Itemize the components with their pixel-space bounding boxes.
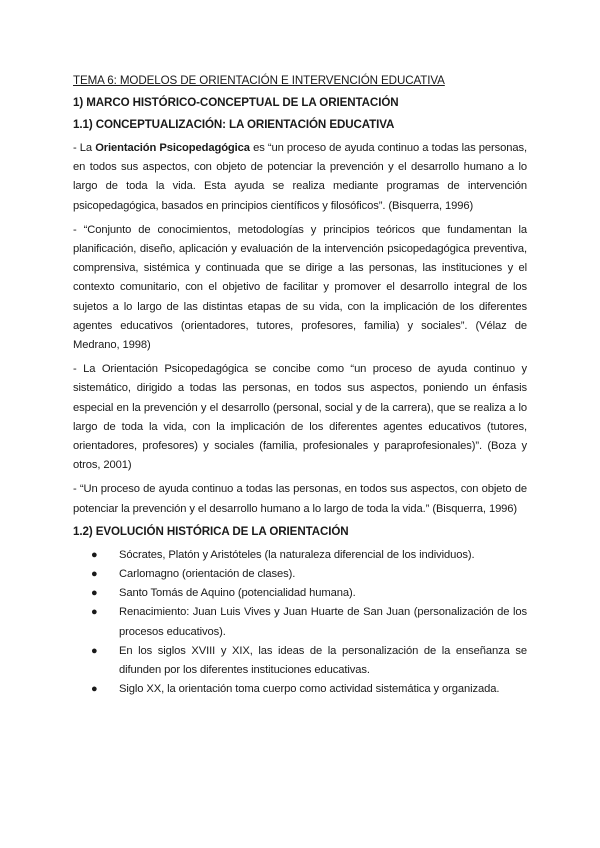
bullet-icon: ● [91,683,98,696]
document-title: TEMA 6: MODELOS DE ORIENTACIÓN E INTERVENCIÓN EDUCATIVA [73,74,445,87]
list-item [91,603,527,641]
bullet-icon: ● [91,644,98,657]
section-heading-1-2: 1.2) EVOLUCIÓN HISTÓRICA DE LA ORIENTACIÓN [73,524,349,538]
list-item-text: Sócrates, Platón y Aristóteles (la naturaleza diferencial de los individuos). [119,548,475,561]
list-item [91,642,527,680]
list-item-text: Santo Tomás de Aquino (potencialidad humana). [119,587,356,600]
list-item-text: Siglo XX, la orientación toma cuerpo como actividad sistemática y organizada. [119,683,500,696]
bullet-icon: ● [91,606,98,619]
list-item-text: Renacimiento: Juan Luis Vives y Juan Huarte de San Juan (personalización de los procesos educativos). [119,606,527,638]
list-item [91,546,527,565]
list-item [91,680,527,699]
list-item-text: En los siglos XVIII y XIX, las ideas de la personalización de la enseñanza se difunden por los diferentes instituciones educativas. [119,644,527,677]
paragraph-4: - “Un proceso de ayuda continuo a todas las personas, en todos sus aspectos, con objeto de potenciar la prevención y el desarrollo humano a lo largo de toda la vida.” (Bisquerra, 1996) [73,483,527,515]
paragraph-1 [73,139,527,216]
paragraph-1-bold-term: Orientación Psicopedagógica [95,142,250,154]
paragraph-1-post: es “un proceso de ayuda continuo a todas las personas, en todos sus aspectos, con objeto de potenciar la prevención y el desarrollo humano a lo largo de toda la vida. Esta ayuda se realiza mediante programas de intervención psicopedagógica, basados en principios científicos y filosóficos”. (Bisquerra, 1996) [73,142,527,212]
list-item-text: Carlomagno (orientación de clases). [119,568,296,581]
section-heading-1: 1) MARCO HISTÓRICO-CONCEPTUAL DE LA ORIENTACIÓN [73,96,399,109]
bullet-icon: ● [91,548,98,561]
bullet-icon: ● [91,568,98,581]
bullet-icon: ● [91,587,98,600]
list-item [91,565,527,584]
paragraph-2: - “Conjunto de conocimientos, metodologías y principios teóricos que fundamentan la planificación, diseño, aplicación y evaluación de la intervención psicopedagógica preventiva, comprensiva, sistémica y continuada que se dirige a las personas, las instituciones y el contexto comunitario, con el objetivo de facilitar y promover el desarrollo integral de los sujetos a lo largo de las distintas etapas de su vida, con la implicación de los diferentes agentes educativos (orientadores, tutores, profesores, familia) y sociales”. (Vélaz de Medrano, 1998) [73,223,527,352]
section-heading-1-1: 1.1) CONCEPTUALIZACIÓN: LA ORIENTACIÓN EDUCATIVA [73,118,395,131]
paragraph-3: - La Orientación Psicopedagógica se concibe como “un proceso de ayuda continuo y sistemático, dirigido a todas las personas, en todos sus aspectos, poniendo un énfasis especial en la prevención y el desarrollo (personal, social y de la carrera), que se realiza a lo largo de toda la vida, con la implicación de los diferentes agentes educativos (tutores, orientadores, profesores) y sociales (familia, profesionales y paraprofesionales)”. (Boza y otros, 2001) [73,363,527,472]
paragraph-1-pre: - La [73,142,96,154]
list-item [91,584,527,603]
history-bullet-list [73,546,527,700]
